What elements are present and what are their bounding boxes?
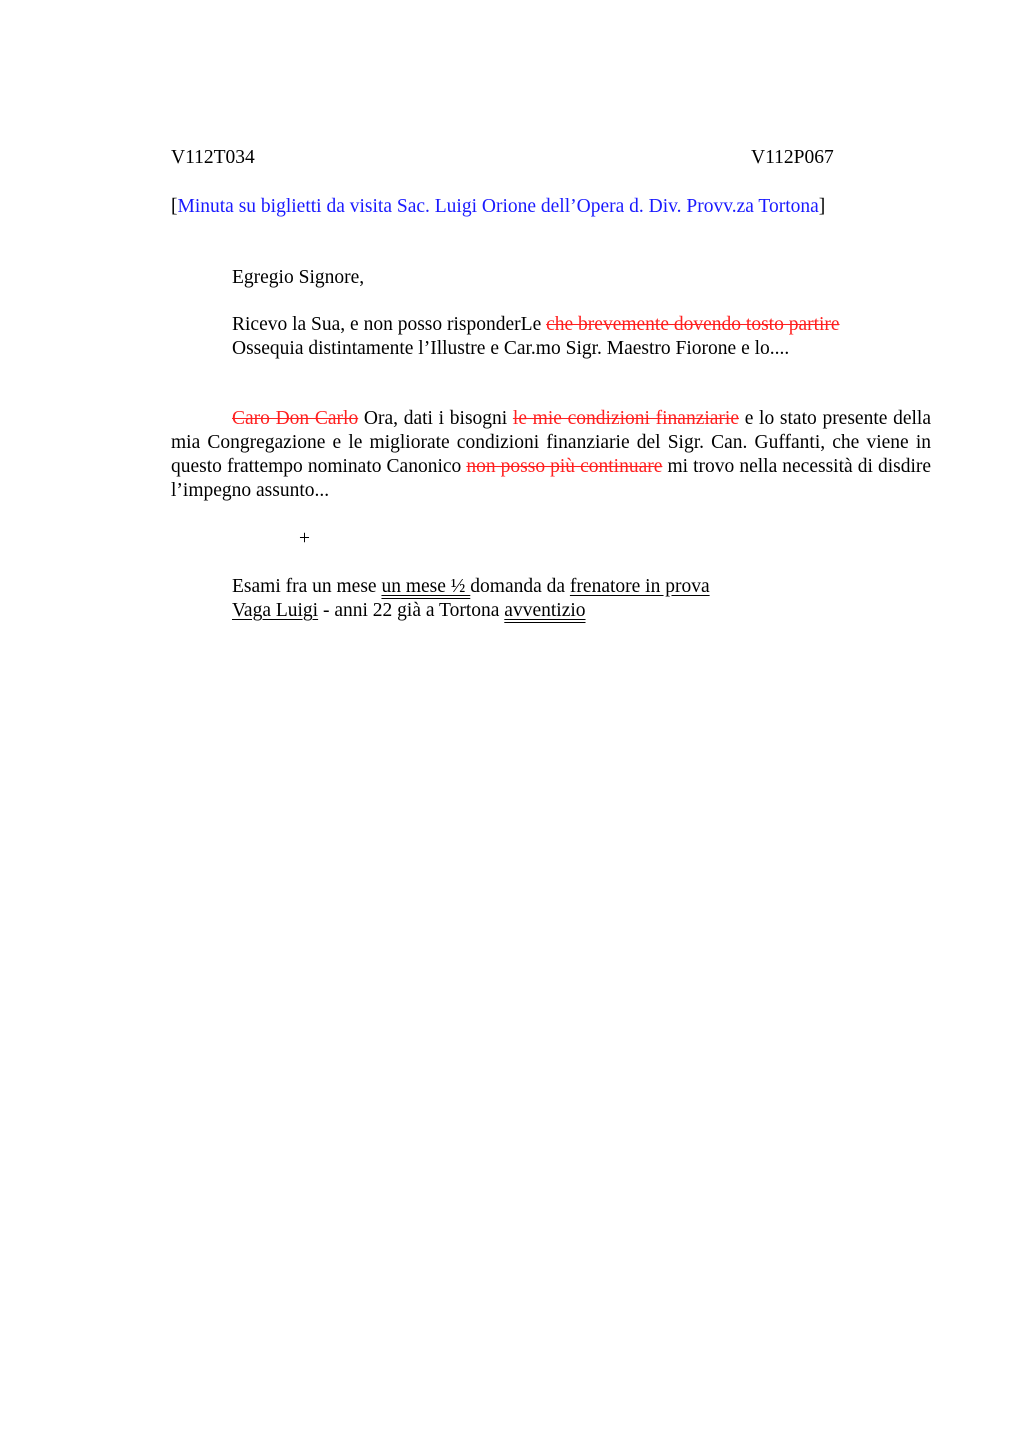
cross-symbol: + [299,528,310,549]
notes-line1-underlined-1: un mese ½ [381,576,471,597]
document-code-left: V112T034 [171,147,255,168]
notes-line1-text-a: Esami fra un mese [232,576,382,597]
para2-deleted-3: non posso più continuare [466,456,663,477]
editorial-note [171,195,825,219]
para1-deleted-text: che brevemente dovendo tosto partire [546,314,840,335]
notes-line1-text-b: domanda da [470,576,570,597]
para2-text-1: Ora, dati i bisogni [358,408,513,429]
notes-line2-underlined-2: avventizio [504,600,586,621]
document-code-right: V112P067 [751,147,834,168]
note-close-bracket: ] [818,196,826,217]
para2-deleted-2: le mie condizioni finanziarie [512,408,739,429]
notes-line2-text-b: - anni 22 già a Tortona [318,600,505,621]
para1-line1 [232,313,840,337]
para2-deleted-1: Caro Don Carlo [232,408,359,429]
salutation: Egregio Signore, [232,267,365,288]
para1-text: Ricevo la Sua, e non posso risponderLe [232,314,547,335]
note-text: Minuta su biglietti da visita Sac. Luigi Orione dell’Opera d. Div. Provv.za Tortona [177,196,819,217]
para1-line2: Ossequia distintamente l’Illustre e Car.mo Sigr. Maestro Fiorone e lo.... [232,338,790,359]
para2-text-2: e lo stato presente della mia Congregazione e le migliorate condizioni finanziarie del Sigr. Can. Guffanti, che viene in questo frattempo nominato Canonico [171,408,932,477]
note-open-bracket: [ [171,196,178,217]
para2-text-3: mi trovo nella necessità di disdire l’impegno assunto... [171,456,932,501]
notes-line1 [232,575,710,599]
notes-line2 [232,599,586,623]
para2 [171,407,931,503]
notes-line2-underlined-1: Vaga Luigi [232,600,319,621]
notes-line1-underlined-2: frenatore in prova [569,576,710,597]
